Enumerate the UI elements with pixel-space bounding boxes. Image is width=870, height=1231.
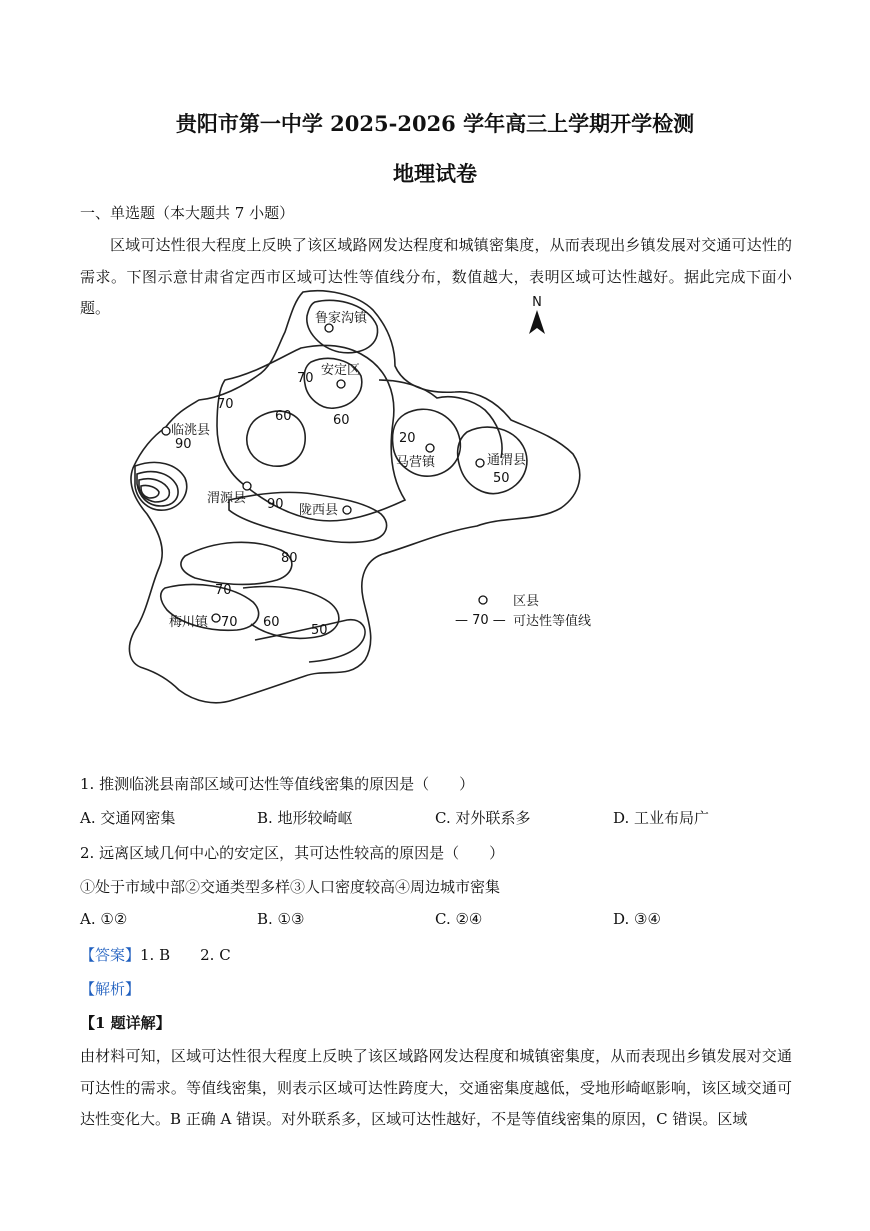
answer-text: 1. B 2. C [140,946,231,964]
contour-line-north [307,300,378,353]
contour-value: 70 [215,583,232,598]
legend-contour-sample: — 70 — [455,613,506,628]
answer-tag: 【答案】 [80,946,141,964]
question-2-statements: ①处于市域中部②交通类型多样③人口密度较高④周边城市密集 [80,878,501,896]
map-legend [455,594,591,629]
place-mayingzhen: 马营镇 [396,455,436,470]
place-longxi: 陇西县 [299,503,339,518]
marker-weiyuan [243,482,251,490]
place-lintao: 临洮县 [171,423,211,438]
contour-value: 50 [311,623,328,638]
q2-option-d[interactable]: D. ③④ [613,910,661,928]
place-weiyuan: 渭源县 [207,491,247,506]
contour-value: 60 [333,413,350,428]
north-arrow [529,295,545,334]
q2-option-a[interactable]: A. ①② [80,910,128,928]
marker-meichuan [212,614,220,622]
contour-value: 60 [275,409,292,424]
question-2-stem: 2. 远离区域几何中心的安定区，其可达性较高的原因是（ ） [80,844,505,862]
q1-option-c[interactable]: C. 对外联系多 [435,809,531,827]
contour-value: 50 [493,471,510,486]
legend-contour-label: 可达性等值线 [513,614,592,629]
contour-value: 20 [399,431,416,446]
answer-line [80,944,231,965]
q2-option-b[interactable]: B. ①③ [257,910,305,928]
q1-option-d[interactable]: D. 工业布局广 [613,809,710,827]
contour-value: 70 [297,371,314,386]
north-label: N [532,295,542,310]
section-heading: 一、单选题（本大题共 7 小题） [80,204,295,222]
contour-value: 60 [263,615,280,630]
marker-anding [337,380,345,388]
marker-mayingzhen [426,444,434,452]
place-anding: 安定区 [321,363,361,378]
q1-option-a[interactable]: A. 交通网密集 [80,809,176,827]
contour-line-80 [181,542,292,584]
question-1-options [0,807,870,829]
legend-county-label: 区县 [513,594,540,609]
question-2-options [0,910,870,932]
marker-lintao [162,427,170,435]
explanation-paragraph: 由材料可知，区域可达性很大程度上反映了该区域路网发达程度和城镇密集度，从而表现出乡镇发展对交通可达性的需求。等值线密集，则表示区域可达性跨度大，交通密集度越低，受地形崎岖影响，该区域交通可达性变化大。B 正确 A 错误。对外联系多，区域可达性越好，不是等值线密集的原因，C 错误。区域 [80,1047,792,1128]
analysis-subheading: 【1 题详解】 [80,1014,171,1032]
marker-longxi [343,506,351,514]
contour-line-dense-2 [137,472,178,506]
contour-value: 80 [281,551,298,566]
q1-option-b[interactable]: B. 地形较崎岖 [257,809,353,827]
q2-option-c[interactable]: C. ②④ [435,910,483,928]
contour-map [125,288,605,713]
contour-value: 70 [221,615,238,630]
place-meichuan: 梅川镇 [169,615,209,630]
question-1-stem: 1. 推测临洮县南部区域可达性等值线密集的原因是（ ） [80,775,475,793]
contour-value: 90 [267,497,284,512]
contour-value: 90 [175,437,192,452]
place-tongwei: 通渭县 [487,453,527,468]
contour-value: 70 [217,397,234,412]
legend-marker [479,596,487,604]
page-title: 贵阳市第一中学 2025-2026 学年高三上学期开学检测 [175,111,695,136]
page-subtitle: 地理试卷 [393,161,477,186]
analysis-tag: 【解析】 [80,980,141,998]
place-lujiagou: 鲁家沟镇 [315,311,368,326]
intro-paragraph: 区域可达性很大程度上反映了该区域路网发达程度和城镇密集度，从而表现出乡镇发展对交通可达性的需求。下图示意甘肃省定西市区域可达性等值线分布，数值越大，表明区域可达性越好。据此完成下面小题。 [80,236,792,317]
marker-tongwei [476,459,484,467]
